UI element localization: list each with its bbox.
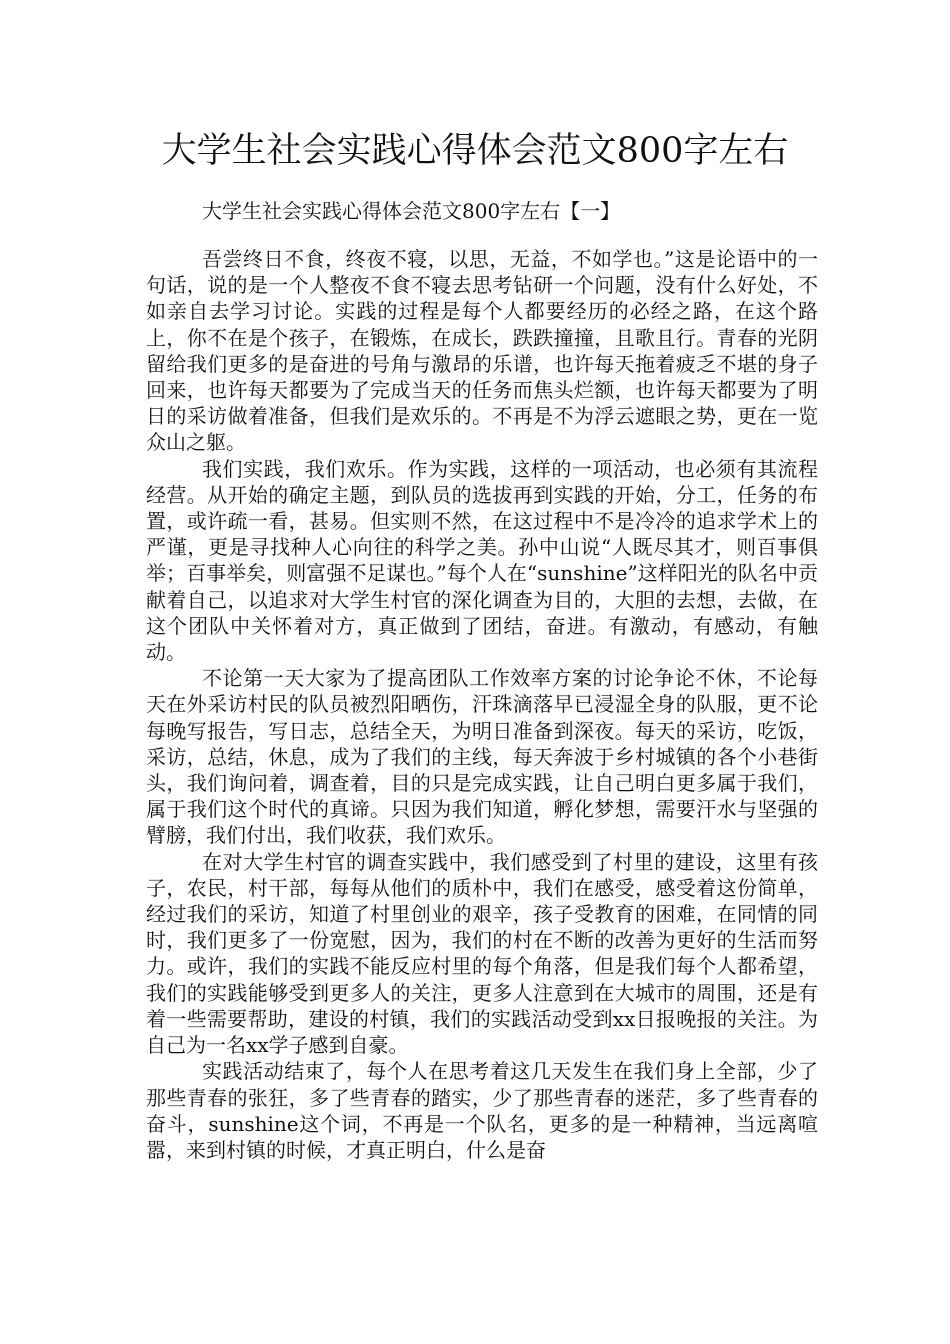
document-title: 大学生社会实践心得体会范文800字左右 bbox=[161, 131, 789, 171]
paragraph-4: 在对大学生村官的调查实践中，我们感受到了村里的建设，这里有孩子，农民，村干部，每每从他们的质朴中，我们在感受，感受着这份简单，经过我们的采访，知道了村里创业的艰辛，孩子受教育的困难，在同情的同时，我们更多了一份宽慰，因为，我们的村在不断的改善为更好的生活而努力。或许，我们的实践不能反应村里的每个角落，但是我们每个人都希望，我们的实践能够受到更多人的关注，更多人注意到在大城市的周围，还是有着一些需要帮助，建设的村镇，我们的实践活动受到xx日报晚报的关注。为自己为一名xx学子感到自豪。 bbox=[146, 849, 818, 1058]
paragraph-5: 实践活动结束了，每个人在思考着这几天发生在我们身上全部，少了那些青春的张狂，多了些青春的踏实，少了那些青春的迷茫，多了些青春的奋斗，sunshine这个词，不再是一个队名，更多的是一种精神，当远离喧嚣，来到村镇的时候，才真正明白，什么是奋 bbox=[146, 1059, 818, 1162]
document-body bbox=[146, 246, 818, 1163]
paragraph-3: 不论第一天大家为了提高团队工作效率方案的讨论争论不休，不论每天在外采访村民的队员被烈阳晒伤，汗珠滴落早已浸湿全身的队服，更不论每晚写报告，写日志，总结全天，为明日准备到深夜。每天的采访，吃饭，采访，总结，休息，成为了我们的主线，每天奔波于乡村城镇的各个小巷街头，我们询问着，调查着，目的只是完成实践，让自己明白更多属于我们，属于我们这个时代的真谛。只因为我们知道，孵化梦想，需要汗水与坚强的臂膀，我们付出，我们收获，我们欢乐。 bbox=[146, 666, 818, 848]
paragraph-2: 我们实践，我们欢乐。作为实践，这样的一项活动，也必须有其流程经营。从开始的确定主题，到队员的选拔再到实践的开始，分工，任务的布置，或许疏一看，甚易。但实则不然，在这过程中不是冷冷的追求学术上的严谨，更是寻找种人心向往的科学之美。孙中山说“人既尽其才，则百事俱举；百事举矣，则富强不足谋也。”每个人在“sunshine”这样阳光的队名中贡献着自己，以追求对大学生村官的深化调查为目的，大胆的去想，去做，在这个团队中关怀着对方，真正做到了团结，奋进。有激动，有感动，有触动。 bbox=[146, 456, 818, 665]
section-heading: 大学生社会实践心得体会范文800字左右【一】 bbox=[202, 199, 621, 223]
paragraph-1: 吾尝终日不食，终夜不寝，以思，无益，不如学也。”这是论语中的一句话，说的是一个人整夜不食不寝去思考钻研一个问题，没有什么好处，不如亲自去学习讨论。实践的过程是每个人都要经历的必经之路，在这个路上，你不在是个孩子，在锻炼，在成长，跌跌撞撞，且歌且行。青春的光阴留给我们更多的是奋进的号角与激昂的乐谱，也许每天拖着疲乏不堪的身子回来，也许每天都要为了完成当天的任务而焦头烂额，也许每天都要为了明日的采访做着准备，但我们是欢乐的。不再是不为浮云遮眼之势，更在一览众山之躯。 bbox=[146, 247, 818, 455]
